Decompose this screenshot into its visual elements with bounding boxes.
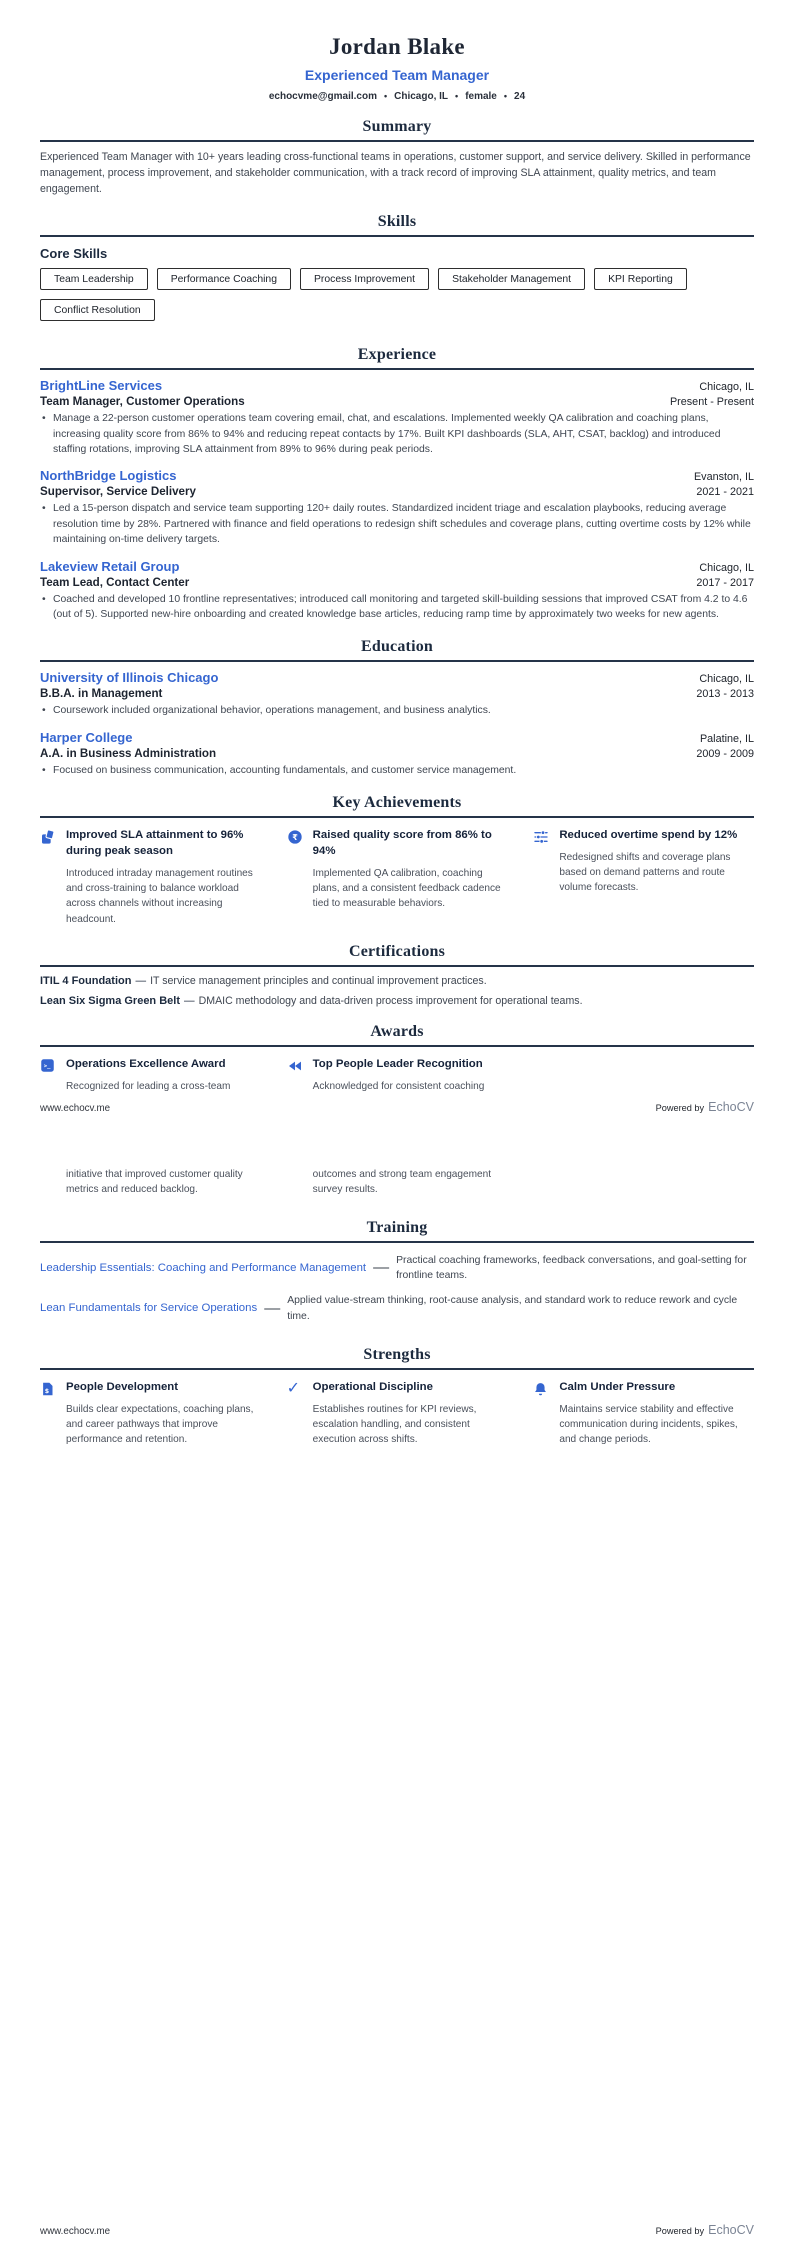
training-desc: Practical coaching frameworks, feedback conversations, and goal-setting for frontline teams.	[396, 1255, 747, 1282]
dash-separator: —	[135, 974, 147, 987]
achievements-grid	[40, 828, 754, 927]
achievement-title: Improved SLA attainment to 96% during peak season	[66, 829, 244, 858]
section-skills	[40, 213, 754, 330]
award-card	[40, 1057, 261, 1094]
section-certifications	[40, 943, 754, 1007]
dot-separator: •	[455, 91, 459, 101]
cv-header	[40, 0, 754, 102]
training-item	[40, 1253, 754, 1283]
dash-separator: —	[264, 1299, 281, 1317]
skill-chip: Team Leadership	[40, 268, 148, 290]
contact-gender: female	[465, 91, 497, 102]
achievement-title: Reduced overtime spend by 12%	[559, 829, 738, 842]
contact-line	[40, 91, 754, 102]
school-location: Chicago, IL	[699, 673, 754, 686]
education-bullet: • Coursework included organizational behavior, operations management, and business analytics.	[40, 703, 754, 718]
skills-group-label: Core Skills	[40, 246, 108, 262]
resume-page-2	[0, 1123, 794, 2246]
company-name: BrightLine Services	[40, 378, 163, 394]
training-item	[40, 1293, 754, 1323]
award-desc: Recognized for leading a cross-team	[66, 1080, 231, 1092]
achievement-title: Raised quality score from 86% to 94%	[312, 829, 492, 858]
degree: A.A. in Business Administration	[40, 746, 217, 760]
svg-text:₹: ₹	[291, 833, 298, 843]
strength-title: Calm Under Pressure	[559, 1380, 676, 1393]
certification-name: Lean Six Sigma Green Belt	[40, 994, 180, 1007]
powered-by-label: Powered by	[655, 2226, 705, 2236]
contact-age: 24	[514, 91, 526, 102]
sliders-icon	[533, 829, 549, 845]
certification-desc: IT service management principles and continual improvement practices.	[150, 974, 487, 987]
certification-name: ITIL 4 Foundation	[40, 974, 132, 987]
page-footer	[40, 1098, 754, 1116]
section-awards	[40, 1023, 754, 1094]
section-title-skills: Skills	[377, 213, 417, 231]
section-experience	[40, 346, 754, 622]
job-role: Supervisor, Service Delivery	[40, 485, 196, 499]
job-role: Team Manager, Customer Operations	[40, 395, 245, 409]
strength-card	[287, 1380, 508, 1447]
training-title: Leadership Essentials: Coaching and Performance Management	[40, 1262, 367, 1275]
site-link[interactable]: www.echocv.me	[40, 1103, 111, 1114]
training-desc: Applied value-stream thinking, root-cause analysis, and standard work to reduce rework and cycle time.	[287, 1295, 738, 1322]
section-training	[40, 1219, 754, 1323]
skill-chip: Conflict Resolution	[40, 299, 155, 321]
bell-icon	[533, 1381, 549, 1397]
strength-desc: Builds clear expectations, coaching plans, and career pathways that improve performance and retention.	[66, 1403, 254, 1445]
svg-text:$: $	[44, 1387, 50, 1395]
contact-email[interactable]: echocvme@gmail.com	[268, 91, 377, 102]
site-link[interactable]: www.echocv.me	[40, 2226, 111, 2237]
skill-chip: Stakeholder Management	[438, 268, 585, 290]
achievement-desc: Implemented QA calibration, coaching plans, and a consistent feedback cadence tied to measurable behaviors.	[312, 868, 501, 910]
section-title-training: Training	[366, 1219, 428, 1237]
achievement-card	[533, 828, 754, 927]
strength-title: People Development	[66, 1380, 179, 1393]
experience-entry	[40, 378, 754, 457]
job-bullet: • Led a 15-person dispatch and service team supporting 120+ daily routes. Standardized incident triage and escalation playbooks, reducing average resolution time by 28%. Partnered with finance and field operations to redesign shift schedules and coverage plans, cutting overtime costs by 12% while maintaining on-time delivery targets.	[40, 501, 754, 547]
dash-separator: —	[184, 994, 195, 1007]
section-title-experience: Experience	[357, 346, 437, 364]
experience-entry	[40, 559, 754, 623]
strength-card	[40, 1380, 261, 1447]
section-title-summary: Summary	[362, 118, 432, 135]
awards-continued-grid	[40, 1167, 754, 1197]
clipboard-icon	[40, 829, 56, 845]
section-summary	[40, 118, 754, 197]
strength-card	[533, 1380, 754, 1447]
rewind-icon	[287, 1058, 303, 1074]
section-rule	[40, 1368, 754, 1370]
dollar-document-icon	[40, 1381, 56, 1397]
education-entry	[40, 670, 754, 718]
school-location: Palatine, IL	[699, 732, 754, 745]
training-title: Lean Fundamentals for Service Operations	[40, 1302, 258, 1315]
skills-chip-list	[40, 268, 754, 330]
section-title-certifications: Certifications	[348, 942, 446, 960]
strength-title: Operational Discipline	[312, 1380, 433, 1393]
candidate-title: Experienced Team Manager	[304, 67, 490, 83]
section-strengths	[40, 1346, 754, 1447]
company-location: Evanston, IL	[693, 471, 754, 484]
job-bullet: • Coached and developed 10 frontline representatives; introduced call monitoring and targeted skill-building sessions that improved CSAT from 4.2 to 4.6 (out of 5). Supported new-hire onboarding and created knowledge base articles, reducing ramp time by approximately two weeks for new agents.	[40, 592, 754, 623]
section-rule	[40, 235, 754, 237]
candidate-name: Jordan Blake	[329, 34, 465, 59]
company-location: Chicago, IL	[699, 381, 754, 394]
strengths-grid	[40, 1380, 754, 1447]
skill-chip: Performance Coaching	[157, 268, 291, 290]
page-footer	[40, 2221, 754, 2239]
company-name: Lakeview Retail Group	[40, 558, 180, 574]
education-dates: 2013 - 2013	[696, 688, 754, 701]
echocv-brand: EchoCV	[708, 2223, 754, 2237]
achievement-desc: Redesigned shifts and coverage plans based on demand patterns and route volume forecasts.	[559, 852, 731, 894]
award-title: Top People Leader Recognition	[312, 1057, 483, 1070]
certification-item	[40, 975, 754, 987]
section-education	[40, 638, 754, 778]
award-title: Operations Excellence Award	[66, 1057, 226, 1070]
section-title-achievements: Key Achievements	[332, 794, 462, 812]
section-rule	[40, 368, 754, 370]
contact-location: Chicago, IL	[394, 91, 449, 102]
strength-desc: Establishes routines for KPI reviews, escalation handling, and consistent execution across shifts.	[312, 1403, 477, 1445]
section-rule	[40, 140, 754, 142]
achievement-desc: Introduced intraday management routines and cross-training to balance workload across channels without increasing headcount.	[66, 868, 253, 925]
degree: B.B.A. in Management	[40, 687, 163, 701]
section-title-education: Education	[360, 638, 434, 656]
section-title-awards: Awards	[370, 1022, 424, 1040]
job-role: Team Lead, Contact Center	[40, 575, 190, 589]
award-desc-continued	[40, 1167, 261, 1197]
awards-grid	[40, 1057, 754, 1094]
section-rule	[40, 965, 754, 967]
section-rule	[40, 1241, 754, 1243]
school-name: University of Illinois Chicago	[40, 670, 219, 686]
check-icon: ✓	[286, 1379, 301, 1397]
dot-separator: •	[383, 91, 388, 101]
job-bullet: • Manage a 22-person customer operations team covering email, chat, and escalations. Implemented weekly QA calibration and coaching plans, increasing quality score from 86% to 94% and reducing repeat contacts by 17%. Built KPI dashboards (SLA, AHT, CSAT, backlog) and introduced staffing rotations, improving SLA attainment from 89% to 96% during peak periods.	[40, 411, 754, 457]
terminal-icon	[40, 1058, 56, 1074]
education-entry	[40, 730, 754, 778]
education-bullet: • Focused on business communication, accounting fundamentals, and customer service management.	[40, 763, 754, 778]
skill-chip: Process Improvement	[300, 268, 429, 290]
award-desc: Acknowledged for consistent coaching	[312, 1080, 485, 1092]
strength-desc: Maintains service stability and effective communication during incidents, spikes, and change periods.	[559, 1403, 738, 1445]
echocv-brand: EchoCV	[708, 1100, 754, 1114]
section-achievements	[40, 794, 754, 927]
certification-desc: DMAIC methodology and data-driven process improvement for operational teams.	[198, 994, 583, 1007]
skill-chip: KPI Reporting	[594, 268, 687, 290]
job-dates: 2017 - 2017	[696, 576, 754, 589]
circle-rupee-icon	[287, 829, 303, 845]
summary-text: Experienced Team Manager with 10+ years leading cross-functional teams in operations, customer support, and service delivery. Skilled in performance management, process improvement, and stakeholder communication, with a track record of improving SLA attainment, quality metrics, and team engagement.	[40, 151, 751, 196]
experience-entry	[40, 468, 754, 547]
achievement-card	[287, 828, 508, 927]
svg-text:>_: >_	[43, 1063, 51, 1070]
school-name: Harper College	[40, 729, 133, 745]
powered-by	[656, 2221, 754, 2239]
company-name: NorthBridge Logistics	[40, 468, 177, 484]
award-desc: initiative that improved customer quality metrics and reduced backlog.	[66, 1169, 243, 1196]
achievement-card	[40, 828, 261, 927]
award-desc-continued	[287, 1167, 508, 1197]
job-dates: Present - Present	[669, 396, 754, 409]
education-dates: 2009 - 2009	[696, 747, 754, 760]
powered-by-label: Powered by	[655, 1103, 705, 1113]
dot-separator: •	[503, 91, 508, 101]
section-rule	[40, 1045, 754, 1047]
section-rule	[40, 660, 754, 662]
award-card	[287, 1057, 508, 1094]
certification-item	[40, 995, 754, 1007]
dash-separator: —	[373, 1259, 390, 1277]
section-title-strengths: Strengths	[363, 1345, 431, 1363]
award-desc: outcomes and strong team engagement survey results.	[312, 1169, 492, 1196]
section-rule	[40, 816, 754, 818]
powered-by	[656, 1098, 754, 1116]
job-dates: 2021 - 2021	[696, 486, 754, 499]
company-location: Chicago, IL	[699, 561, 754, 574]
